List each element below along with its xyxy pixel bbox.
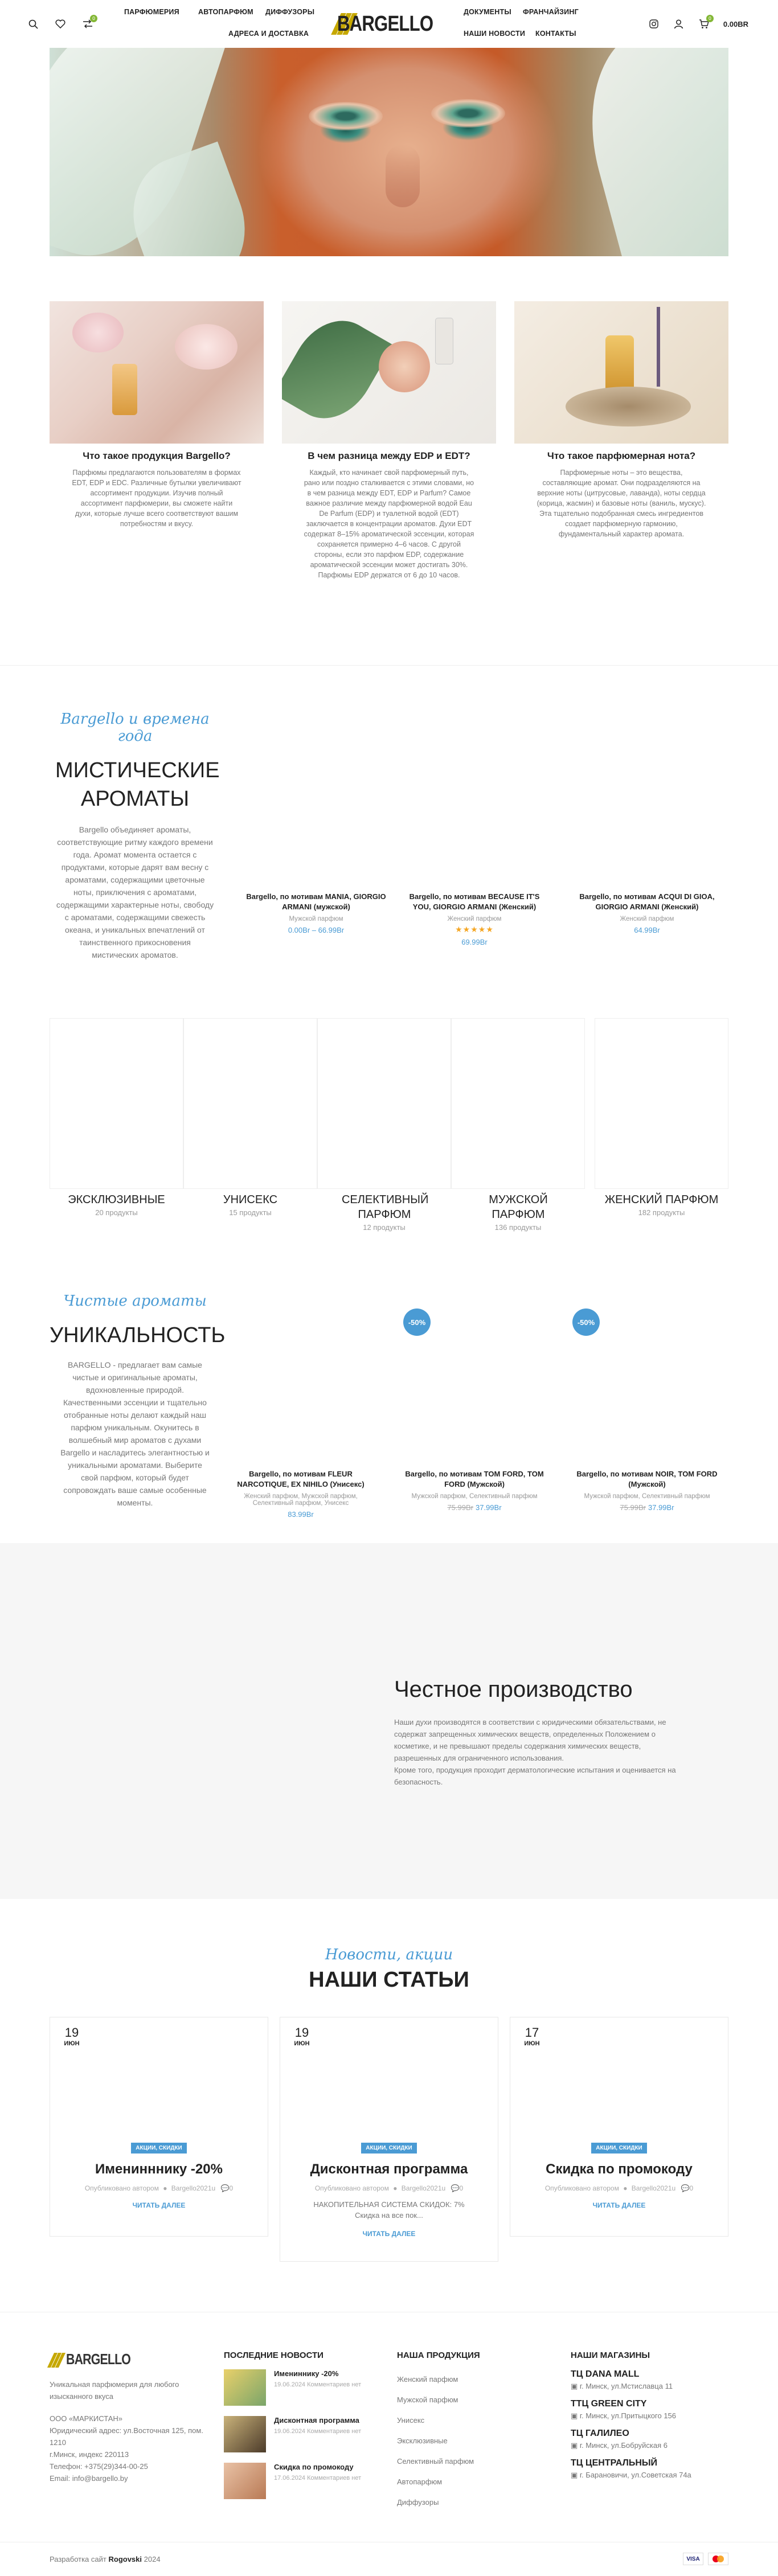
map-pin-icon: ▣	[571, 2441, 580, 2450]
nose-image	[386, 145, 420, 207]
site-header	[0, 0, 778, 48]
footer-bottom	[0, 2542, 778, 2576]
footer-news-item-title[interactable]: Скидка по промокоду	[274, 2463, 354, 2471]
shop-address-text: г. Минск, ул.Притыцкого 156	[579, 2411, 677, 2420]
category-count: 15 продукты	[229, 1208, 272, 1217]
sale-badge: -50%	[403, 1308, 431, 1336]
company-city: г.Минск, индекс 220113	[50, 2450, 129, 2459]
footer-news-comments: Комментариев нет	[307, 2475, 362, 2481]
post-month: ИЮН	[524, 2040, 540, 2047]
cart-count-badge: 0	[706, 15, 714, 22]
product-price: 0.00Br – 66.99Br	[288, 926, 345, 934]
honest-text-2: Кроме того, продукция проходит дерматологические испытания и оценивается на безопасность.	[394, 1766, 676, 1786]
post-date	[59, 2025, 84, 2055]
footer-news-item[interactable]	[224, 2463, 383, 2499]
company-name: ООО «МАРКИСТАН»	[50, 2414, 123, 2423]
shop-address-text: г. Минск, ул.Мстиславца 11	[579, 2382, 673, 2390]
post-user[interactable]: Bargello2021u	[401, 2184, 446, 2192]
category-image[interactable]	[317, 1018, 451, 1189]
category-card[interactable]	[451, 1018, 585, 1232]
read-more-link[interactable]: ЧИТАТЬ ДАЛЕЕ	[132, 2201, 186, 2209]
post-title[interactable]: Скидка по промокоду	[546, 2161, 693, 2177]
post-day: 19	[64, 2025, 79, 2040]
blog-post[interactable]	[510, 2017, 728, 2237]
copyright-author[interactable]: Rogovski	[108, 2555, 142, 2563]
footer-news-title: ПОСЛЕДНИЕ НОВОСТИ	[224, 2351, 324, 2360]
product-price	[400, 1503, 548, 1512]
post-meta	[280, 2184, 498, 2192]
footer-link[interactable]: Автопарфюм	[397, 2477, 443, 2486]
new-price: 37.99Br	[648, 1503, 674, 1512]
post-author: Опубликовано автором	[314, 2184, 389, 2192]
header-left-icons	[27, 15, 96, 30]
shop-address	[571, 2441, 730, 2450]
company-email[interactable]: Email: info@bargello.by	[50, 2474, 128, 2483]
product-name[interactable]: Bargello, по мотивам NOIR, TOM FORD (Мужской)	[576, 1470, 718, 1488]
shop-name: ТЦ ЦЕНТРАЛЬНЫЙ	[571, 2458, 658, 2468]
shop-address	[571, 2471, 730, 2480]
comment-icon[interactable]: 💬	[220, 2184, 230, 2192]
news-thumb-image[interactable]	[224, 2416, 266, 2452]
footer-link[interactable]: Эксклюзивные	[397, 2436, 448, 2445]
footer-link[interactable]: Мужской парфюм	[397, 2395, 458, 2404]
new-price: 37.99Br	[476, 1503, 502, 1512]
news-thumb-image[interactable]	[224, 2369, 266, 2406]
product-category[interactable]: Мужской парфюм, Селективный парфюм	[411, 1493, 538, 1500]
product-category[interactable]: Мужской парфюм, Селективный парфюм	[584, 1493, 710, 1500]
footer-news-comments: Комментариев нет	[307, 2428, 362, 2435]
info-card-title: Что такое продукция Bargello?	[83, 450, 231, 461]
category-card[interactable]	[317, 1018, 451, 1232]
nav-contacts[interactable]: КОНТАКТЫ	[535, 30, 576, 38]
product-card[interactable]	[400, 1469, 548, 1512]
post-tag[interactable]: АКЦИИ, СКИДКИ	[591, 2143, 647, 2153]
footer-products-title: НАША ПРОДУКЦИЯ	[397, 2351, 480, 2360]
footer-news-item[interactable]	[224, 2369, 383, 2406]
footer-news-date-value: 19.06.2024	[274, 2428, 306, 2435]
footer-logo-text: BARGELLO	[66, 2351, 131, 2368]
unique-intro	[50, 1293, 226, 1509]
post-title[interactable]: Именинннику -20%	[95, 2161, 223, 2177]
product-category[interactable]: Женский парфюм, Мужской парфюм, Селективный парфюм, Унисекс	[244, 1493, 358, 1507]
map-pin-icon: ▣	[571, 2411, 580, 2420]
footer-logo[interactable]	[50, 2351, 209, 2368]
shop-address-text: г. Минск, ул.Бобруйская 6	[579, 2441, 668, 2450]
shop-name: ТЦ ГАЛИЛЕО	[571, 2429, 629, 2438]
post-meta	[510, 2184, 728, 2192]
info-card-title: В чем разница между EDP и EDT?	[308, 450, 470, 461]
copyright-prefix: Разработка сайт	[50, 2555, 107, 2563]
unique-script: Чистые ароматы	[63, 1293, 207, 1310]
category-image[interactable]	[595, 1018, 728, 1189]
footer-news-comments: Комментариев нет	[307, 2381, 362, 2388]
user-icon[interactable]	[673, 18, 685, 30]
mystic-title: МИСТИЧЕСКИЕ АРОМАТЫ	[55, 758, 220, 811]
copyright	[50, 2555, 161, 2563]
info-card-text: Парфюмы предлагаются пользователям в формах EDT, EDP и EDC. Различные бутылки увеличивают ассортимент продукции. Изучив полный ассортимент парфюмерии, вы сможете найти духи, которые лучше всего соответствуют вашим потребностям и вкусу.	[72, 469, 241, 528]
read-more-link[interactable]: ЧИТАТЬ ДАЛЕЕ	[592, 2201, 646, 2209]
info-card-title: Что такое парфюмерная нота?	[547, 450, 696, 461]
instagram-icon[interactable]	[648, 18, 660, 30]
post-title[interactable]: Дисконтная программа	[310, 2161, 468, 2177]
category-count: 136 продукты	[494, 1223, 542, 1232]
shop-address	[571, 2411, 730, 2421]
footer-about-text: Уникальная парфюмерия для любого изысканного вкуса	[50, 2380, 179, 2401]
cart-total[interactable]: 0.00BR	[723, 19, 748, 28]
nav-news[interactable]: НАШИ НОВОСТИ	[464, 30, 525, 38]
nav-documents[interactable]: ДОКУМЕНТЫ	[464, 8, 511, 16]
post-excerpt: НАКОПИТЕЛЬНАЯ СИСТЕМА СКИДОК: 7% Скидка на все пок...	[313, 2200, 465, 2220]
category-image[interactable]	[50, 1018, 183, 1189]
footer-news	[224, 2351, 383, 2509]
post-user[interactable]: Bargello2021u	[631, 2184, 676, 2192]
mystic-intro	[50, 711, 220, 961]
post-month: ИЮН	[294, 2040, 310, 2047]
category-image[interactable]	[451, 1018, 585, 1189]
footer-news-date-value: 17.06.2024	[274, 2475, 306, 2481]
mystic-text: Bargello объединяет ароматы, соответствующие ритму каждого времени года. Аромат момента остается с продуктами, которые дарят вам весну с ароматами, содержащими цветочные ноты, приключения с ароматами, содержащими характерные ноты, свободу с ароматами, содержащими свежесть океана, и уникальных впечатлений от таинственного прикосновения мистических ароматов.	[56, 825, 214, 959]
post-month: ИЮН	[64, 2040, 80, 2047]
product-price: 83.99Br	[288, 1510, 314, 1519]
category-title[interactable]: УНИСЕКС	[223, 1193, 278, 1206]
footer-news-item-date	[274, 2475, 361, 2481]
category-title[interactable]: СЕЛЕКТИВНЫЙ ПАРФЮМ	[342, 1193, 429, 1221]
info-card-text: Каждый, кто начинает свой парфюмерный путь, рано или поздно сталкивается с этими словами, но в чем разница между EDT, EDP и Parfum? Самое важное различие между парфюмерной водой Eau De Parfum (EDP) и туалетной водой (EDT) заключается в концентрации ароматов. Духи EDT содержат 8–15% ароматической эссенции, которая сохраняется примерно 4–6 часов. С другой стороны, если это парфюм EDP, содержание ароматической эссенции может достигать 30%. Парфюмы EDP держатся от 6 до 10 часов.	[304, 469, 474, 579]
read-more-link[interactable]: ЧИТАТЬ ДАЛЕЕ	[362, 2230, 416, 2238]
post-day: 19	[294, 2025, 309, 2040]
info-card	[50, 301, 264, 529]
map-pin-icon: ▣	[571, 2471, 580, 2479]
category-count: 182 продукты	[638, 1208, 685, 1217]
category-title[interactable]: ЭКСКЛЮЗИВНЫЕ	[68, 1193, 165, 1206]
eye-left-image	[309, 102, 383, 130]
footer-link[interactable]: Унисекс	[397, 2416, 425, 2425]
hero-banner[interactable]	[50, 48, 728, 256]
user-icon: ●	[393, 2184, 398, 2192]
compare-count-badge: 0	[90, 15, 97, 22]
shop-address-text: г. Барановичи, ул.Советская 74а	[579, 2471, 691, 2479]
footer-news-item-date	[274, 2381, 361, 2388]
old-price: 75.99Br	[620, 1503, 646, 1512]
category-card[interactable]	[595, 1018, 728, 1217]
info-card-image	[50, 301, 264, 444]
footer-news-item-title[interactable]: Дисконтная программа	[274, 2416, 359, 2425]
cart-icon[interactable]	[698, 15, 711, 30]
footer-news-item-date	[274, 2428, 361, 2435]
footer-news-item-title[interactable]: Имениннику -20%	[274, 2369, 339, 2378]
product-name[interactable]: Bargello, по мотивам ACQUI DI GIOA, GIORGIO ARMANI (Женский)	[579, 892, 715, 911]
honest-block	[394, 1677, 679, 1788]
rating-stars: ★★★★★	[455, 925, 494, 934]
category-card[interactable]	[183, 1018, 317, 1217]
comment-icon[interactable]: 💬	[451, 2184, 460, 2192]
honest-text: Наши духи производятся в соответствии с юридическими обязательствами, не содержат запрещенных химических веществ, определенных Положением о косметике, и не превышают пределы содержания химических веществ, разрешенных для ограниченного использования.	[394, 1718, 666, 1762]
compare-icon[interactable]	[82, 15, 96, 30]
unique-title: УНИКАЛЬНОСТЬ	[50, 1323, 226, 1347]
product-name[interactable]: Bargello, по мотивам MANIA, GIORGIO ARMANI (мужской)	[246, 892, 386, 911]
news-title: НАШИ СТАТЬИ	[309, 1968, 469, 1992]
search-icon[interactable]	[27, 18, 39, 30]
heart-icon[interactable]	[55, 18, 66, 30]
category-card[interactable]	[50, 1018, 183, 1217]
nav-autoperfume[interactable]: АВТОПАРФЮМ	[198, 8, 253, 16]
user-icon: ●	[163, 2184, 167, 2192]
visa-icon: VISA	[683, 2553, 703, 2565]
old-price: 75.99Br	[447, 1503, 473, 1512]
footer-shops-title: НАШИ МАГАЗИНЫ	[571, 2351, 650, 2360]
eye-right-image	[431, 99, 505, 128]
blog-post[interactable]	[50, 2017, 268, 2237]
footer-link[interactable]: Диффузоры	[397, 2498, 439, 2507]
nav-addresses[interactable]: АДРЕСА И ДОСТАВКА	[228, 30, 309, 38]
post-date	[289, 2025, 314, 2055]
product-card[interactable]	[573, 1469, 721, 1512]
company-address: Юридический адрес: ул.Восточная 125, пом. 1210	[50, 2426, 203, 2447]
product-category[interactable]: Женский парфюм	[447, 916, 502, 922]
product-name[interactable]: Bargello, по мотивам BECAUSE IT'S YOU, GIORGIO ARMANI (Женский)	[409, 892, 540, 911]
post-comments: 0	[689, 2184, 694, 2192]
honest-title: Честное производство	[394, 1677, 633, 1702]
post-comments: 0	[459, 2184, 464, 2192]
honest-section	[0, 1543, 778, 1899]
shop-name: ТТЦ GREEN CITY	[571, 2399, 647, 2409]
footer-products	[397, 2351, 539, 2513]
info-card-image	[514, 301, 728, 444]
product-name[interactable]: Bargello, по мотивам TOM FORD, TOM FORD (Мужской)	[405, 1470, 544, 1488]
footer-news-item[interactable]	[224, 2416, 383, 2452]
info-card-text: Парфюмерные ноты – это вещества, составляющие аромат. Они подразделяются на верхние ноты (цитрусовые, лаванда), ноты сердца (корица, жасмин) и базовые ноты (ваниль, мускус). Эта тщательно подобранная смесь ингредиентов создает парфюмерную гармонию, фундаментальный характер аромата.	[537, 469, 706, 538]
user-icon: ●	[623, 2184, 628, 2192]
post-tag[interactable]: АКЦИИ, СКИДКИ	[361, 2143, 417, 2153]
product-price	[573, 1503, 721, 1512]
news-heading	[0, 1946, 778, 1992]
post-author: Опубликовано автором	[544, 2184, 619, 2192]
shop-address	[571, 2382, 730, 2391]
post-author: Опубликовано автором	[84, 2184, 159, 2192]
product-card[interactable]	[227, 1469, 375, 1519]
mystic-script: Bargello и времена года	[60, 711, 210, 745]
payment-icons	[683, 2553, 728, 2565]
footer-link[interactable]: Селективный парфюм	[397, 2457, 474, 2466]
post-comments: 0	[229, 2184, 234, 2192]
post-day: 17	[525, 2025, 539, 2040]
nav-diffusers[interactable]: ДИФФУЗОРЫ	[265, 8, 315, 16]
info-card	[282, 301, 496, 580]
unique-text: BARGELLO - предлагает вам самые чистые и оригинальные ароматы, вдохновленные природой. Качественными эссенции и тщательно отобранные ноты делают каждый наш парфюм уникальным. Окунитесь в волшебный мир ароматов с духами Bargello и насладитесь элегантностью и уникальными ароматами. Выберите свой парфюм, который будет сопровождать ваше самые особенные моменты.	[60, 1360, 210, 1507]
category-image[interactable]	[183, 1018, 317, 1189]
info-card-image	[282, 301, 496, 444]
nav-perfumery[interactable]: ПАРФЮМЕРИЯ	[124, 8, 179, 16]
product-price: 69.99Br	[461, 938, 488, 946]
category-title[interactable]: ЖЕНСКИЙ ПАРФЮМ	[604, 1193, 719, 1206]
sale-badge: -50%	[572, 1308, 600, 1336]
copyright-year: 2024	[144, 2555, 161, 2563]
footer-link[interactable]: Женский парфюм	[397, 2375, 458, 2384]
mastercard-icon	[708, 2553, 728, 2565]
post-user[interactable]: Bargello2021u	[171, 2184, 216, 2192]
company-phone[interactable]: Телефон: +375(29)344-00-25	[50, 2462, 148, 2471]
product-category[interactable]: Мужской парфюм	[289, 916, 343, 922]
map-pin-icon: ▣	[571, 2382, 580, 2390]
product-category[interactable]: Женский парфюм	[620, 916, 674, 922]
news-script: Новости, акции	[325, 1946, 453, 1963]
footer-news-date-value: 19.06.2024	[274, 2381, 306, 2388]
product-card[interactable]	[400, 892, 548, 946]
footer-shops	[571, 2351, 730, 2488]
blog-post[interactable]	[280, 2017, 498, 2262]
product-price: 64.99Br	[634, 926, 660, 934]
product-name[interactable]: Bargello, по мотивам FLEUR NARCOTIQUE, EX NIHILO (Унисекс)	[237, 1470, 365, 1488]
news-thumb-image[interactable]	[224, 2463, 266, 2499]
nav-franchise[interactable]: ФРАНЧАЙЗИНГ	[523, 8, 579, 16]
leaf-right-image	[567, 48, 728, 256]
post-tag[interactable]: АКЦИИ, СКИДКИ	[131, 2143, 187, 2153]
shop-name: ТЦ DANA MALL	[571, 2369, 640, 2379]
post-meta	[50, 2184, 268, 2192]
category-title[interactable]: МУЖСКОЙ ПАРФЮМ	[489, 1193, 548, 1221]
header-right-icons	[648, 15, 748, 30]
product-card[interactable]	[573, 892, 721, 934]
category-count: 12 продукты	[363, 1223, 406, 1232]
logo[interactable]	[334, 10, 444, 38]
category-count: 20 продукты	[95, 1208, 138, 1217]
footer-about	[50, 2351, 209, 2484]
product-card[interactable]	[242, 892, 390, 934]
comment-icon[interactable]: 💬	[681, 2184, 690, 2192]
info-card	[514, 301, 728, 539]
post-date	[519, 2025, 544, 2055]
logo-mark-icon	[50, 2353, 63, 2366]
logo-text: BARGELLO	[337, 11, 433, 36]
divider	[0, 665, 778, 666]
